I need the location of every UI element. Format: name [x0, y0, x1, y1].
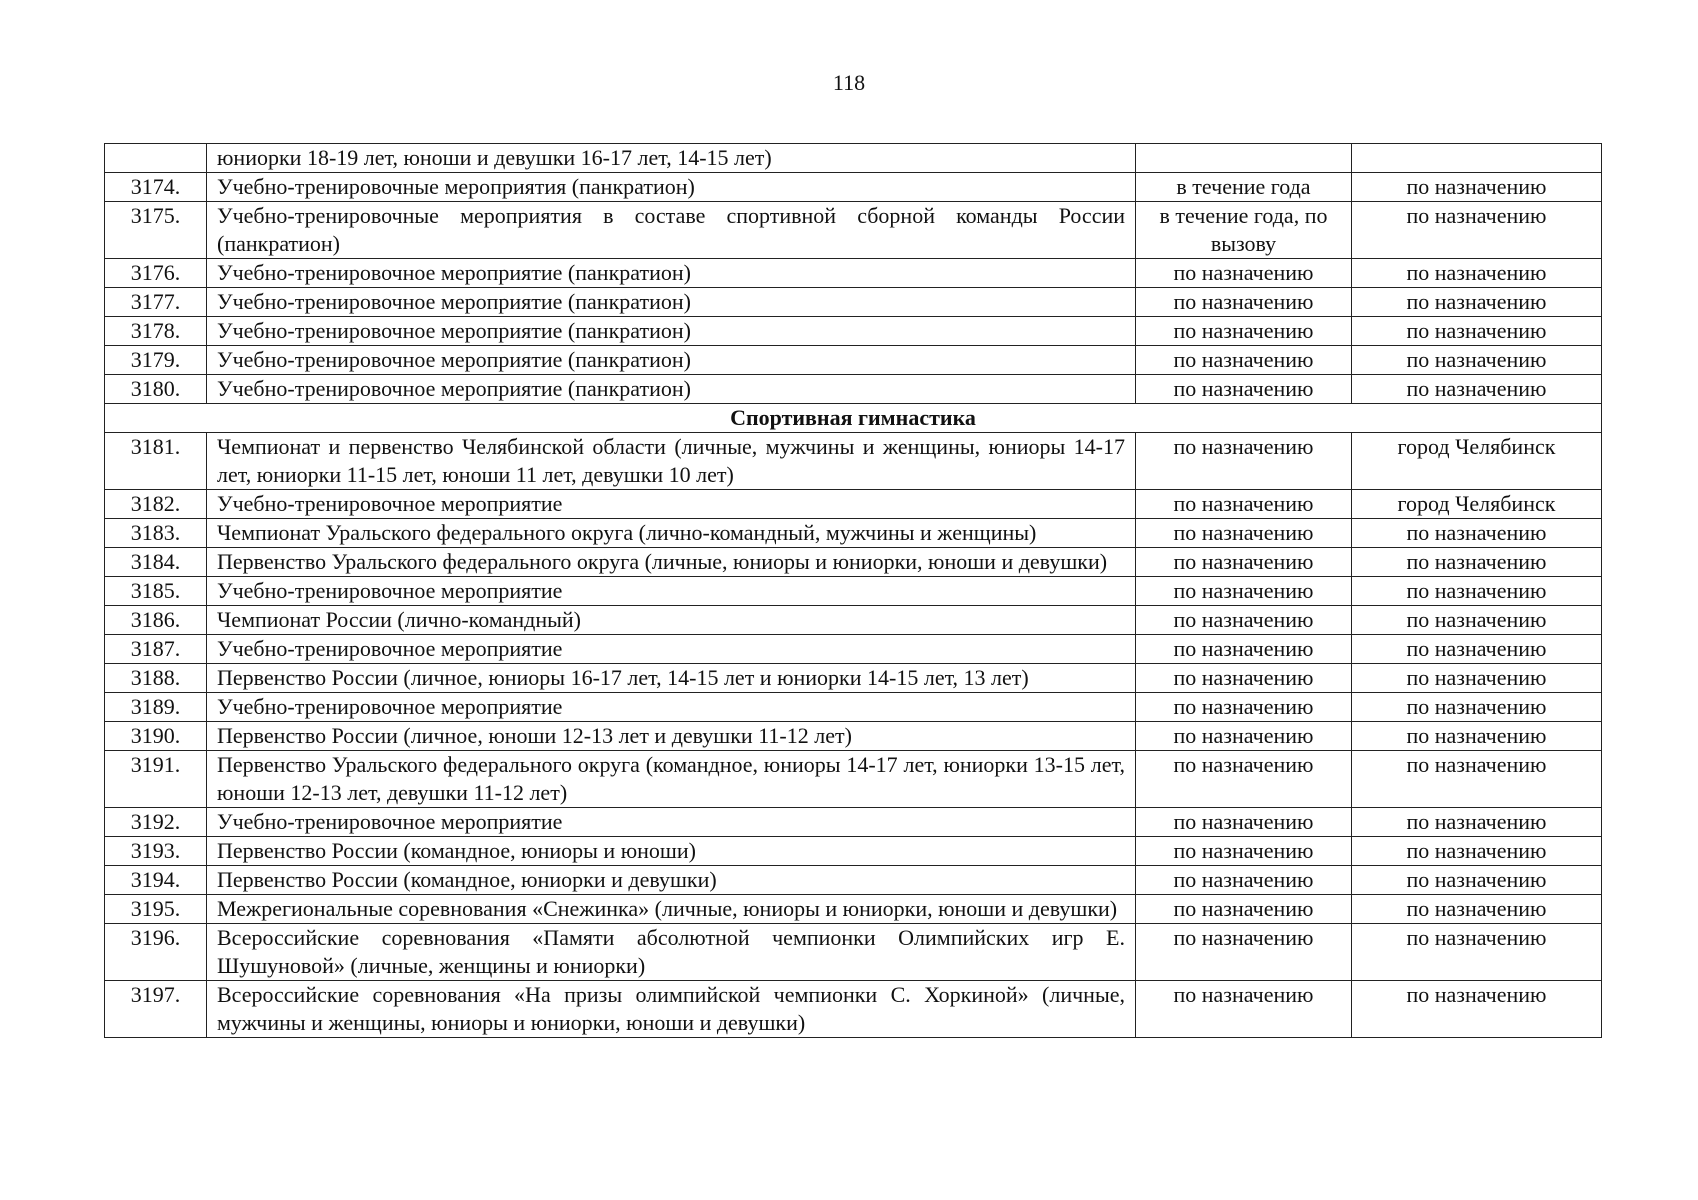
event-timing: по назначению [1136, 375, 1352, 404]
event-timing: по назначению [1136, 317, 1352, 346]
row-number: 3175. [105, 202, 207, 259]
table-row [105, 519, 1602, 548]
row-number: 3191. [105, 751, 207, 808]
event-place: город Челябинск [1352, 433, 1602, 490]
event-timing: по назначению [1136, 751, 1352, 808]
event-name: Учебно-тренировочное мероприятие [207, 635, 1136, 664]
event-place: по назначению [1352, 924, 1602, 981]
event-timing: по назначению [1136, 433, 1352, 490]
event-name: Чемпионат России (лично-командный) [207, 606, 1136, 635]
row-number: 3174. [105, 173, 207, 202]
event-place: по назначению [1352, 751, 1602, 808]
table-row [105, 202, 1602, 259]
event-name: Чемпионат и первенство Челябинской области (личные, мужчины и женщины, юниоры 14-17 лет, юниорки 11-15 лет, юноши 11 лет, девушки 10 лет) [207, 433, 1136, 490]
events-table-body-top [105, 144, 1602, 404]
event-timing: по назначению [1136, 635, 1352, 664]
row-number: 3179. [105, 346, 207, 375]
event-name: Учебно-тренировочные мероприятия (панкратион) [207, 173, 1136, 202]
event-place: по назначению [1352, 693, 1602, 722]
row-number: 3197. [105, 981, 207, 1038]
table-row [105, 433, 1602, 490]
event-place: по назначению [1352, 895, 1602, 924]
event-name: Первенство России (командное, юниорки и девушки) [207, 866, 1136, 895]
event-place: по назначению [1352, 317, 1602, 346]
event-name: Межрегиональные соревнования «Снежинка» (личные, юниоры и юниорки, юноши и девушки) [207, 895, 1136, 924]
event-timing: по назначению [1136, 895, 1352, 924]
event-name: Первенство России (личное, юноши 12-13 лет и девушки 11-12 лет) [207, 722, 1136, 751]
event-name: Первенство России (командное, юниоры и юноши) [207, 837, 1136, 866]
event-name: Учебно-тренировочное мероприятие (панкратион) [207, 346, 1136, 375]
event-place: город Челябинск [1352, 490, 1602, 519]
section-header-group [105, 404, 1602, 433]
event-timing: по назначению [1136, 548, 1352, 577]
events-table-body-bottom [105, 433, 1602, 1038]
event-timing: по назначению [1136, 924, 1352, 981]
event-name: Всероссийские соревнования «На призы олимпийской чемпионки С. Хоркиной» (личные, мужчины и женщины, юниоры и юниорки, юноши и девушки) [207, 981, 1136, 1038]
event-place: по назначению [1352, 981, 1602, 1038]
event-place: по назначению [1352, 259, 1602, 288]
event-place: по назначению [1352, 837, 1602, 866]
event-place: по назначению [1352, 375, 1602, 404]
table-row [105, 288, 1602, 317]
table-row [105, 895, 1602, 924]
row-number: 3188. [105, 664, 207, 693]
row-number: 3194. [105, 866, 207, 895]
event-name: юниорки 18-19 лет, юноши и девушки 16-17 лет, 14-15 лет) [207, 144, 1136, 173]
table-row [105, 577, 1602, 606]
table-row [105, 259, 1602, 288]
event-timing [1136, 144, 1352, 173]
event-name: Первенство Уральского федерального округа (личные, юниоры и юниорки, юноши и девушки) [207, 548, 1136, 577]
event-name: Учебно-тренировочное мероприятие (панкратион) [207, 288, 1136, 317]
event-place: по назначению [1352, 808, 1602, 837]
event-place: по назначению [1352, 202, 1602, 259]
event-place: по назначению [1352, 346, 1602, 375]
table-row [105, 866, 1602, 895]
event-place: по назначению [1352, 548, 1602, 577]
event-name: Первенство Уральского федерального округа (командное, юниоры 14-17 лет, юниорки 13-15 лет, юноши 12-13 лет, девушки 11-12 лет) [207, 751, 1136, 808]
row-number: 3193. [105, 837, 207, 866]
table-row [105, 144, 1602, 173]
table-row [105, 808, 1602, 837]
event-timing: по назначению [1136, 693, 1352, 722]
row-number: 3192. [105, 808, 207, 837]
event-name: Учебно-тренировочное мероприятие (панкратион) [207, 375, 1136, 404]
event-place: по назначению [1352, 577, 1602, 606]
table-row [105, 606, 1602, 635]
event-timing: по назначению [1136, 837, 1352, 866]
row-number: 3184. [105, 548, 207, 577]
event-name: Учебно-тренировочное мероприятие [207, 808, 1136, 837]
event-timing: по назначению [1136, 519, 1352, 548]
event-name: Учебно-тренировочное мероприятие [207, 490, 1136, 519]
event-timing: по назначению [1136, 606, 1352, 635]
table-row [105, 317, 1602, 346]
event-timing: по назначению [1136, 577, 1352, 606]
row-number: 3182. [105, 490, 207, 519]
section-title: Спортивная гимнастика [105, 404, 1602, 433]
event-name: Первенство России (личное, юниоры 16-17 лет, 14-15 лет и юниорки 14-15 лет, 13 лет) [207, 664, 1136, 693]
event-place: по назначению [1352, 173, 1602, 202]
event-place: по назначению [1352, 606, 1602, 635]
row-number: 3178. [105, 317, 207, 346]
event-name: Чемпионат Уральского федерального округа (лично-командный, мужчины и женщины) [207, 519, 1136, 548]
row-number: 3183. [105, 519, 207, 548]
table-row [105, 981, 1602, 1038]
row-number: 3196. [105, 924, 207, 981]
table-row [105, 635, 1602, 664]
event-timing: по назначению [1136, 722, 1352, 751]
event-timing: по назначению [1136, 866, 1352, 895]
row-number [105, 144, 207, 173]
row-number: 3180. [105, 375, 207, 404]
event-name: Учебно-тренировочные мероприятия в составе спортивной сборной команды России (панкратион) [207, 202, 1136, 259]
table-row [105, 751, 1602, 808]
event-timing: в течение года, по вызову [1136, 202, 1352, 259]
event-name: Учебно-тренировочное мероприятие (панкратион) [207, 259, 1136, 288]
event-place [1352, 144, 1602, 173]
table-row [105, 837, 1602, 866]
event-place: по назначению [1352, 519, 1602, 548]
event-name: Учебно-тренировочное мероприятие (панкратион) [207, 317, 1136, 346]
table-row [105, 173, 1602, 202]
section-header-row [105, 404, 1602, 433]
event-name: Всероссийские соревнования «Памяти абсолютной чемпионки Олимпийских игр Е. Шушуновой» (личные, женщины и юниорки) [207, 924, 1136, 981]
row-number: 3181. [105, 433, 207, 490]
event-name: Учебно-тренировочное мероприятие [207, 693, 1136, 722]
event-timing: по назначению [1136, 259, 1352, 288]
table-row [105, 375, 1602, 404]
table-row [105, 664, 1602, 693]
event-name: Учебно-тренировочное мероприятие [207, 577, 1136, 606]
event-place: по назначению [1352, 664, 1602, 693]
event-place: по назначению [1352, 288, 1602, 317]
row-number: 3187. [105, 635, 207, 664]
event-timing: по назначению [1136, 808, 1352, 837]
event-timing: по назначению [1136, 346, 1352, 375]
table-row [105, 548, 1602, 577]
row-number: 3195. [105, 895, 207, 924]
event-place: по назначению [1352, 722, 1602, 751]
event-timing: по назначению [1136, 490, 1352, 519]
row-number: 3189. [105, 693, 207, 722]
row-number: 3177. [105, 288, 207, 317]
row-number: 3176. [105, 259, 207, 288]
event-place: по назначению [1352, 866, 1602, 895]
event-timing: в течение года [1136, 173, 1352, 202]
table-row [105, 693, 1602, 722]
event-timing: по назначению [1136, 664, 1352, 693]
row-number: 3185. [105, 577, 207, 606]
event-place: по назначению [1352, 635, 1602, 664]
events-table [104, 143, 1602, 1038]
event-timing: по назначению [1136, 981, 1352, 1038]
row-number: 3186. [105, 606, 207, 635]
row-number: 3190. [105, 722, 207, 751]
table-row [105, 722, 1602, 751]
table-row [105, 346, 1602, 375]
page-number: 118 [832, 70, 866, 95]
table-row [105, 490, 1602, 519]
event-timing: по назначению [1136, 288, 1352, 317]
table-row [105, 924, 1602, 981]
